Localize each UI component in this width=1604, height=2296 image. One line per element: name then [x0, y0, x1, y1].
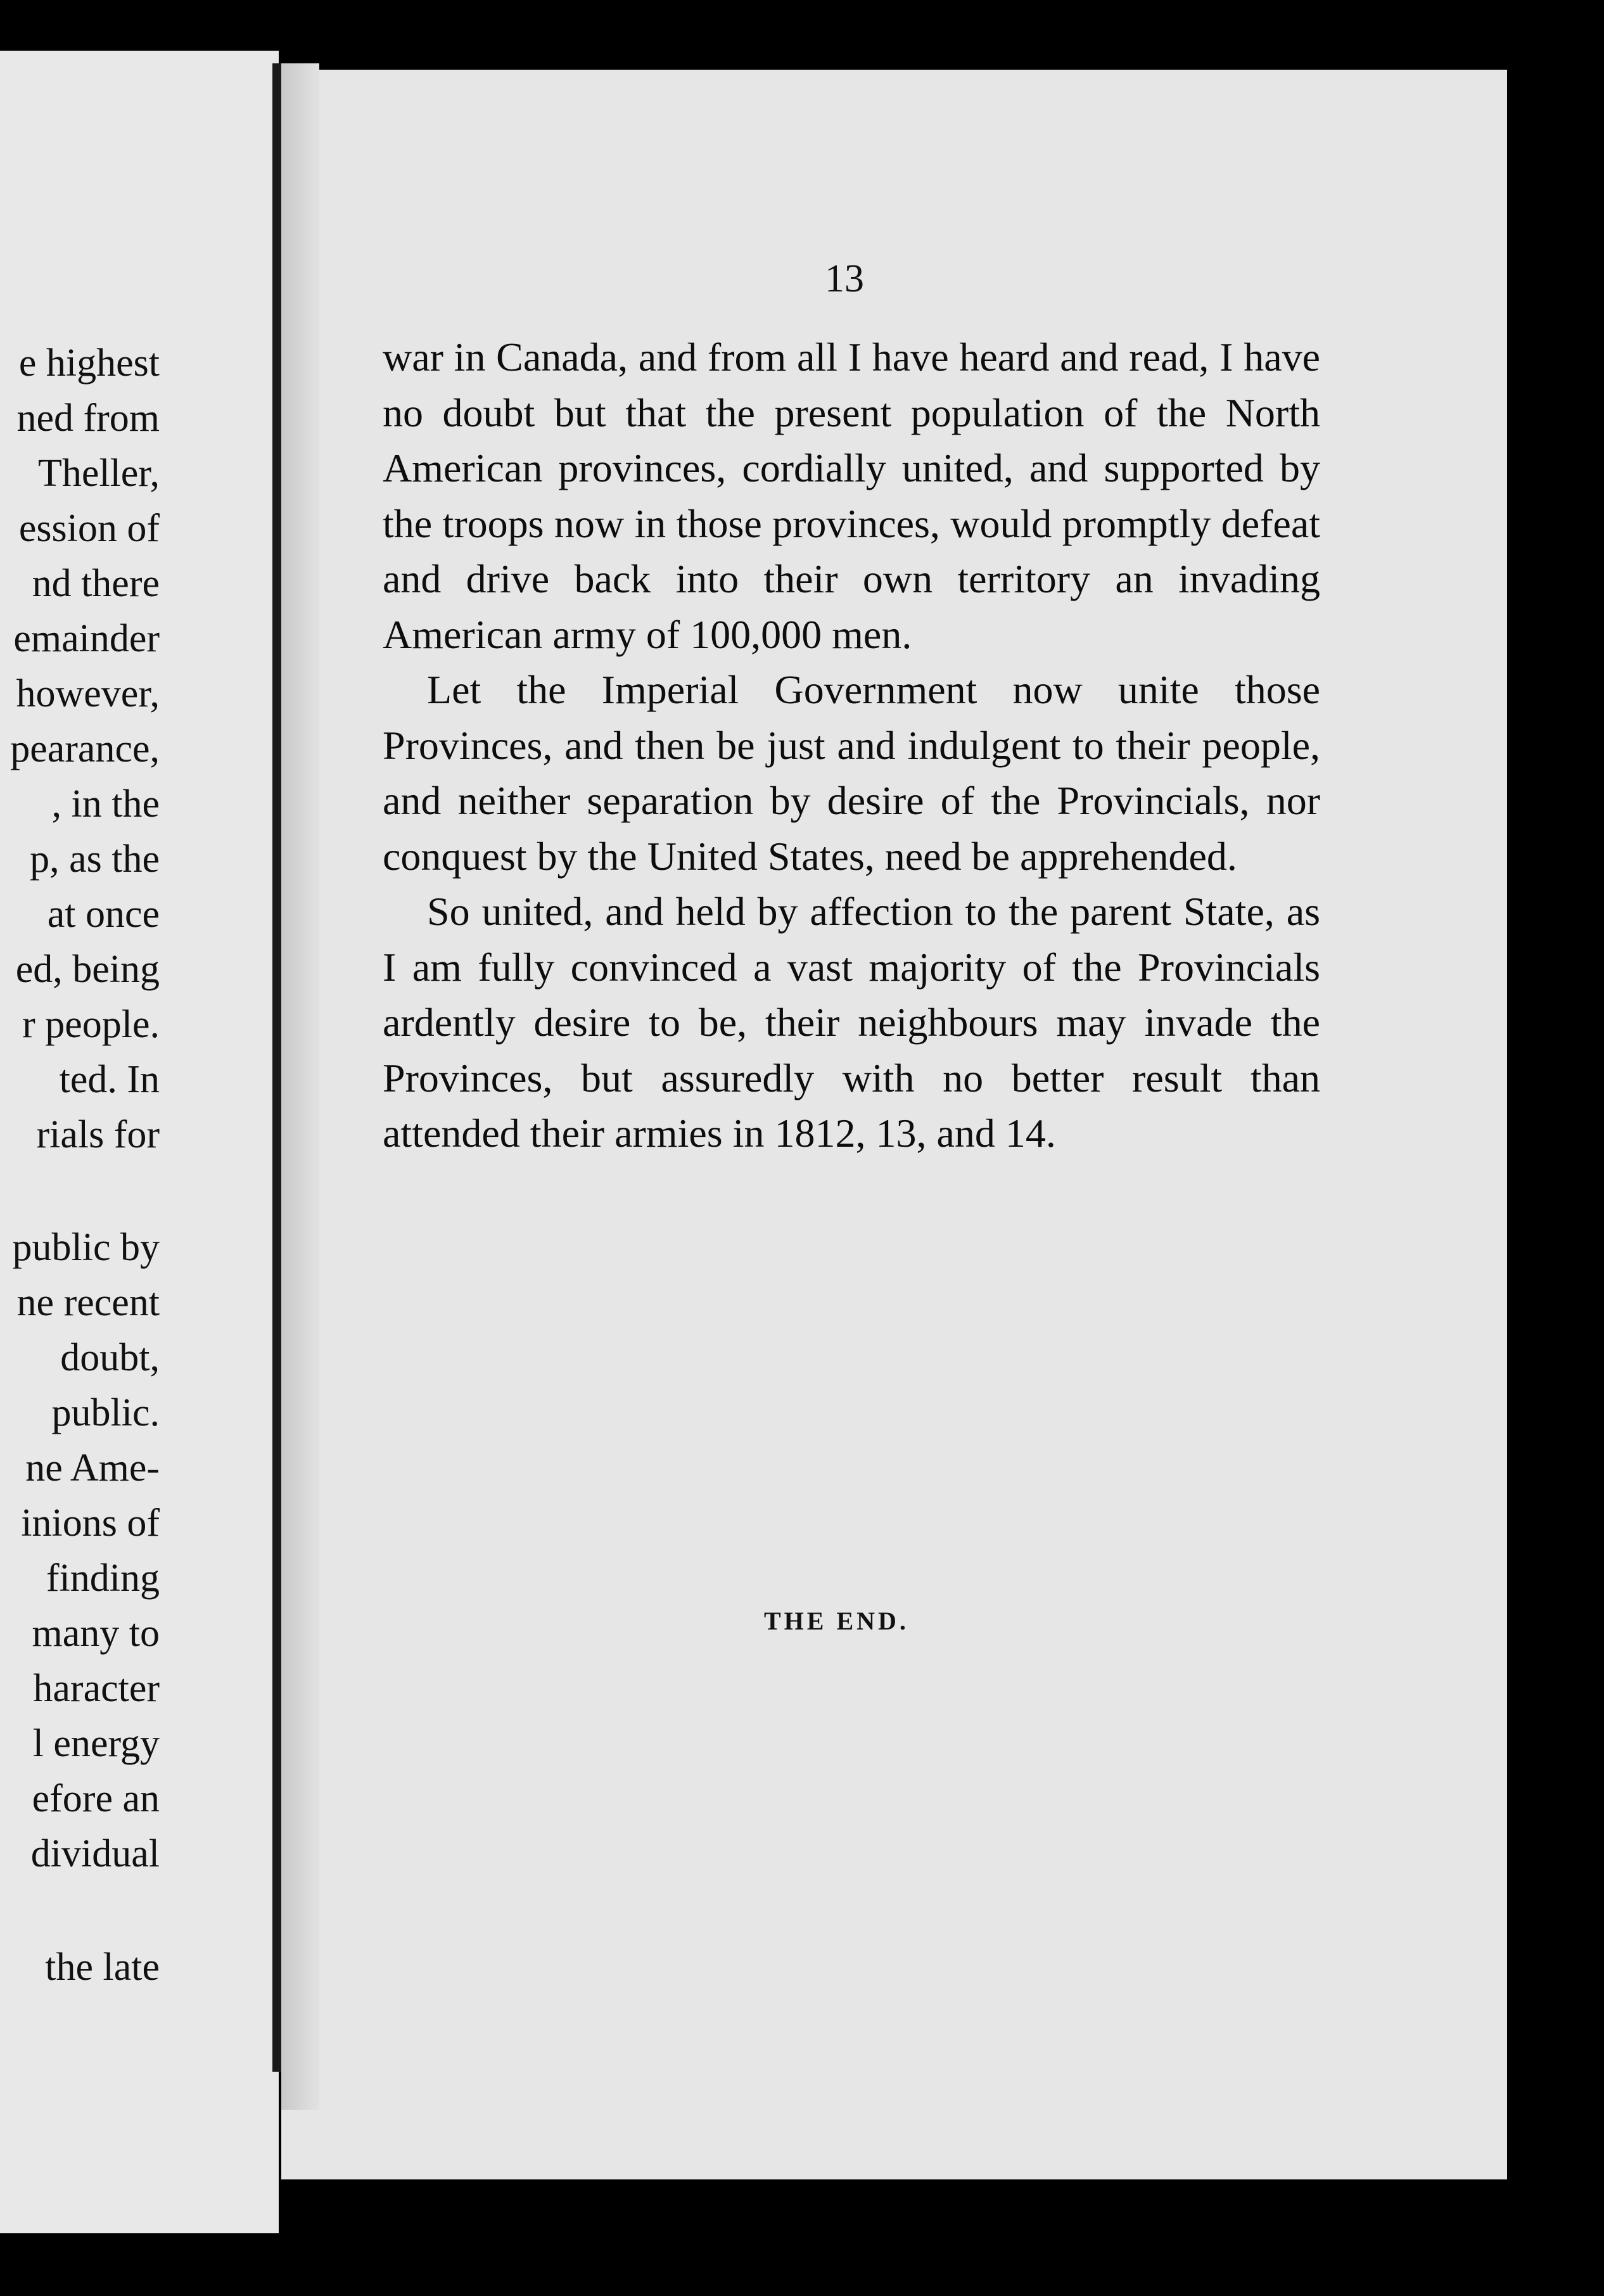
left-page-line: pearance,	[10, 727, 160, 770]
left-page-line: efore an	[32, 1777, 160, 1820]
left-page-line: r people.	[22, 1003, 160, 1046]
book-gutter	[272, 63, 281, 2072]
left-page-line: the late	[45, 1946, 160, 1989]
left-page-line: ted. In	[59, 1058, 160, 1101]
end-mark: THE END.	[764, 1607, 909, 1635]
left-page-line: ne recent	[16, 1281, 160, 1324]
left-page-line: finding	[46, 1557, 160, 1600]
paragraph: So united, and held by affection to the parent State, as I am fully convinced a vast majority of the Provincials ardently desire to be, their neighbours may invade the Provinces, but assuredly with no better result than attended their armies in 1812, 13, and 14.	[383, 889, 1320, 1156]
left-page	[0, 51, 279, 2233]
paragraph: war in Canada, and from all I have heard and read, I have no doubt but that the present population of the North American provinces, cordially united, and supported by the troops now in those provinces, would promptly defeat and drive back into their own territory an invading American army of 100,000 men.	[383, 335, 1320, 657]
left-page-line: ession of	[18, 507, 160, 550]
left-page-line: emainder	[13, 617, 160, 660]
paragraph: Let the Imperial Government now unite those Provinces, and then be just and indulgent to their people, and neither separation by desire of the Provincials, nor conquest by the United States, need be apprehended.	[383, 667, 1320, 879]
left-page-line: nd there	[32, 562, 160, 605]
left-page-line: l energy	[32, 1722, 160, 1765]
left-page-line: ned from	[16, 397, 160, 440]
left-page-line: doubt,	[60, 1336, 160, 1379]
left-page-line: ed, being	[15, 948, 160, 991]
left-page-line: e highest	[18, 341, 160, 385]
left-page-line: ne Ame-	[25, 1446, 160, 1489]
left-page-line: dividual	[30, 1832, 160, 1875]
left-page-line: Theller,	[37, 452, 160, 495]
page-number: 13	[825, 257, 864, 300]
left-page-line: many to	[32, 1612, 160, 1655]
left-page-line: p, as the	[30, 838, 160, 881]
left-page-line: , in the	[51, 782, 160, 826]
left-page-line: public by	[12, 1226, 160, 1269]
left-page-line: public.	[51, 1391, 160, 1434]
left-page-line: however,	[16, 672, 160, 715]
left-page-line: rials for	[36, 1113, 160, 1156]
left-page-line: at once	[47, 893, 160, 936]
body-text	[383, 329, 1320, 1161]
gutter-shadow	[281, 63, 319, 2110]
left-page-line: haracter	[33, 1667, 160, 1710]
left-page-line: inions of	[21, 1502, 160, 1545]
